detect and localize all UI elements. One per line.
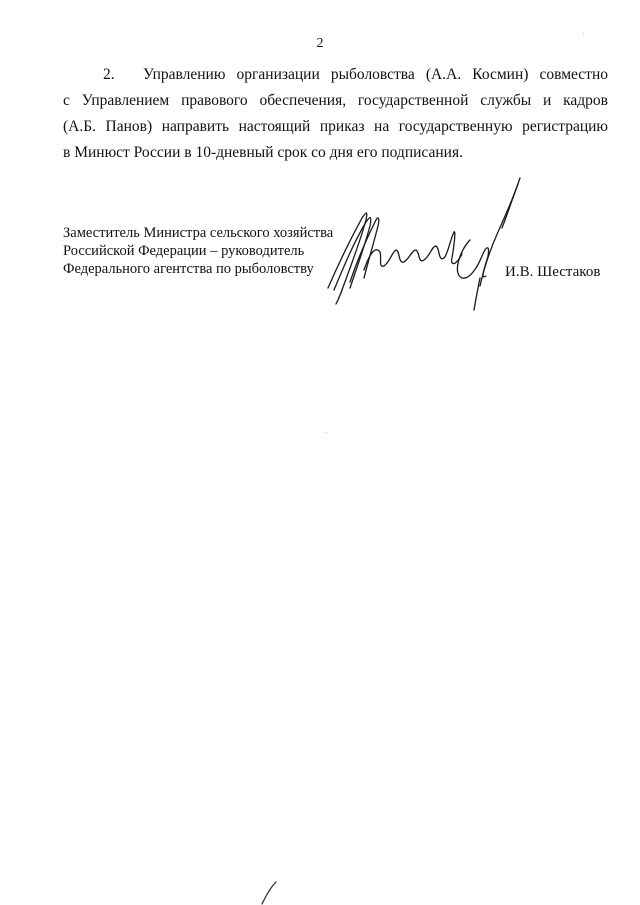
signatory-title-line: Федерального агентства по рыболовству	[63, 261, 314, 277]
paragraph-line-text: Управлению организации рыболовства (А.А. Космин) совместно	[143, 66, 608, 83]
signatory-title	[63, 224, 333, 278]
paragraph-line: в Минюст России в 10-дневный срок со дня его подписания.	[63, 144, 463, 161]
paragraph-line: (А.Б. Панов) направить настоящий приказ на государственную регистрацию	[63, 118, 608, 135]
scan-speck	[326, 432, 327, 433]
paragraph-line: с Управлением правового обеспечения, государственной службы и кадров	[63, 92, 608, 109]
order-paragraph	[63, 62, 608, 166]
handwritten-signature	[320, 170, 540, 315]
page-edge-mark	[258, 880, 282, 905]
page-number: 2	[316, 36, 324, 51]
scan-speck	[583, 33, 584, 34]
item-number: 2.	[103, 66, 115, 83]
signatory-title-line: Заместитель Министра сельского хозяйства	[63, 225, 334, 241]
signatory-title-line: Российской Федерации – руководитель	[63, 243, 305, 259]
paragraph-line	[63, 62, 608, 88]
signer-name: И.В. Шестаков	[505, 264, 601, 280]
